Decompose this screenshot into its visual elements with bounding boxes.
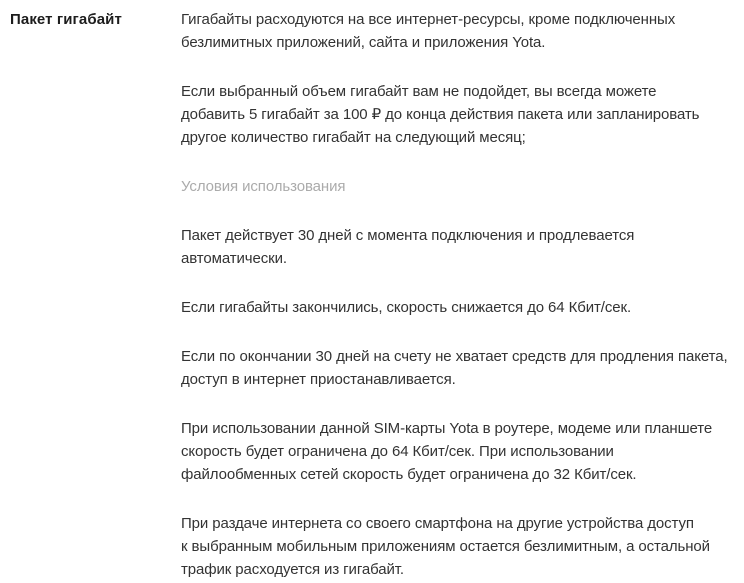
paragraph-add-gigabytes	[181, 80, 724, 149]
text-line: Если выбранный объем гигабайт вам не подойдет, вы всегда можете	[181, 83, 657, 100]
text-line: При использовании данной SIM-карты Yota в роутере, модеме или планшете	[181, 420, 713, 437]
description-column	[181, 8, 728, 581]
paragraph-tethering	[181, 512, 724, 581]
row-title: Пакет гигабайт	[10, 11, 122, 28]
text-line: файлообменных сетей скорость будет ограничена до 32 Кбит/сек.	[181, 466, 637, 483]
text-line: добавить 5 гигабайт за 100 ₽ до конца действия пакета или запланировать	[181, 106, 700, 123]
term-column	[10, 8, 181, 581]
text-line: При раздаче интернета со своего смартфона на другие устройства доступ	[181, 515, 694, 532]
paragraph-sim-usage-restrictions	[181, 417, 724, 486]
text-line: Гигабайты расходуются на все интернет-ресурсы, кроме подключенных	[181, 11, 676, 28]
text-line: доступ в интернет приостанавливается.	[181, 371, 456, 388]
paragraph-gigabytes-usage	[181, 8, 724, 54]
text-line: автоматически.	[181, 250, 287, 267]
text-line: трафик расходуется из гигабайт.	[181, 561, 404, 578]
text-line: Если гигабайты закончились, скорость снижается до 64 Кбит/сек.	[181, 299, 632, 316]
text-line: к выбранным мобильным приложениям остается безлимитным, а остальной	[181, 538, 710, 555]
text-line: Если по окончании 30 дней на счету не хватает средств для продления пакета,	[181, 348, 728, 365]
text-line: Пакет действует 30 дней с момента подключения и продлевается	[181, 227, 635, 244]
paragraph-insufficient-funds	[181, 345, 728, 391]
text-line: другое количество гигабайт на следующий месяц;	[181, 129, 526, 146]
paragraph-speed-reduction	[181, 296, 724, 319]
text-line: скорость будет ограничена до 64 Кбит/сек. При использовании	[181, 443, 614, 460]
subheading-terms-of-use: Условия использования	[181, 178, 346, 195]
paragraph-package-duration	[181, 224, 724, 270]
text-line: безлимитных приложений, сайта и приложения Yota.	[181, 34, 546, 51]
